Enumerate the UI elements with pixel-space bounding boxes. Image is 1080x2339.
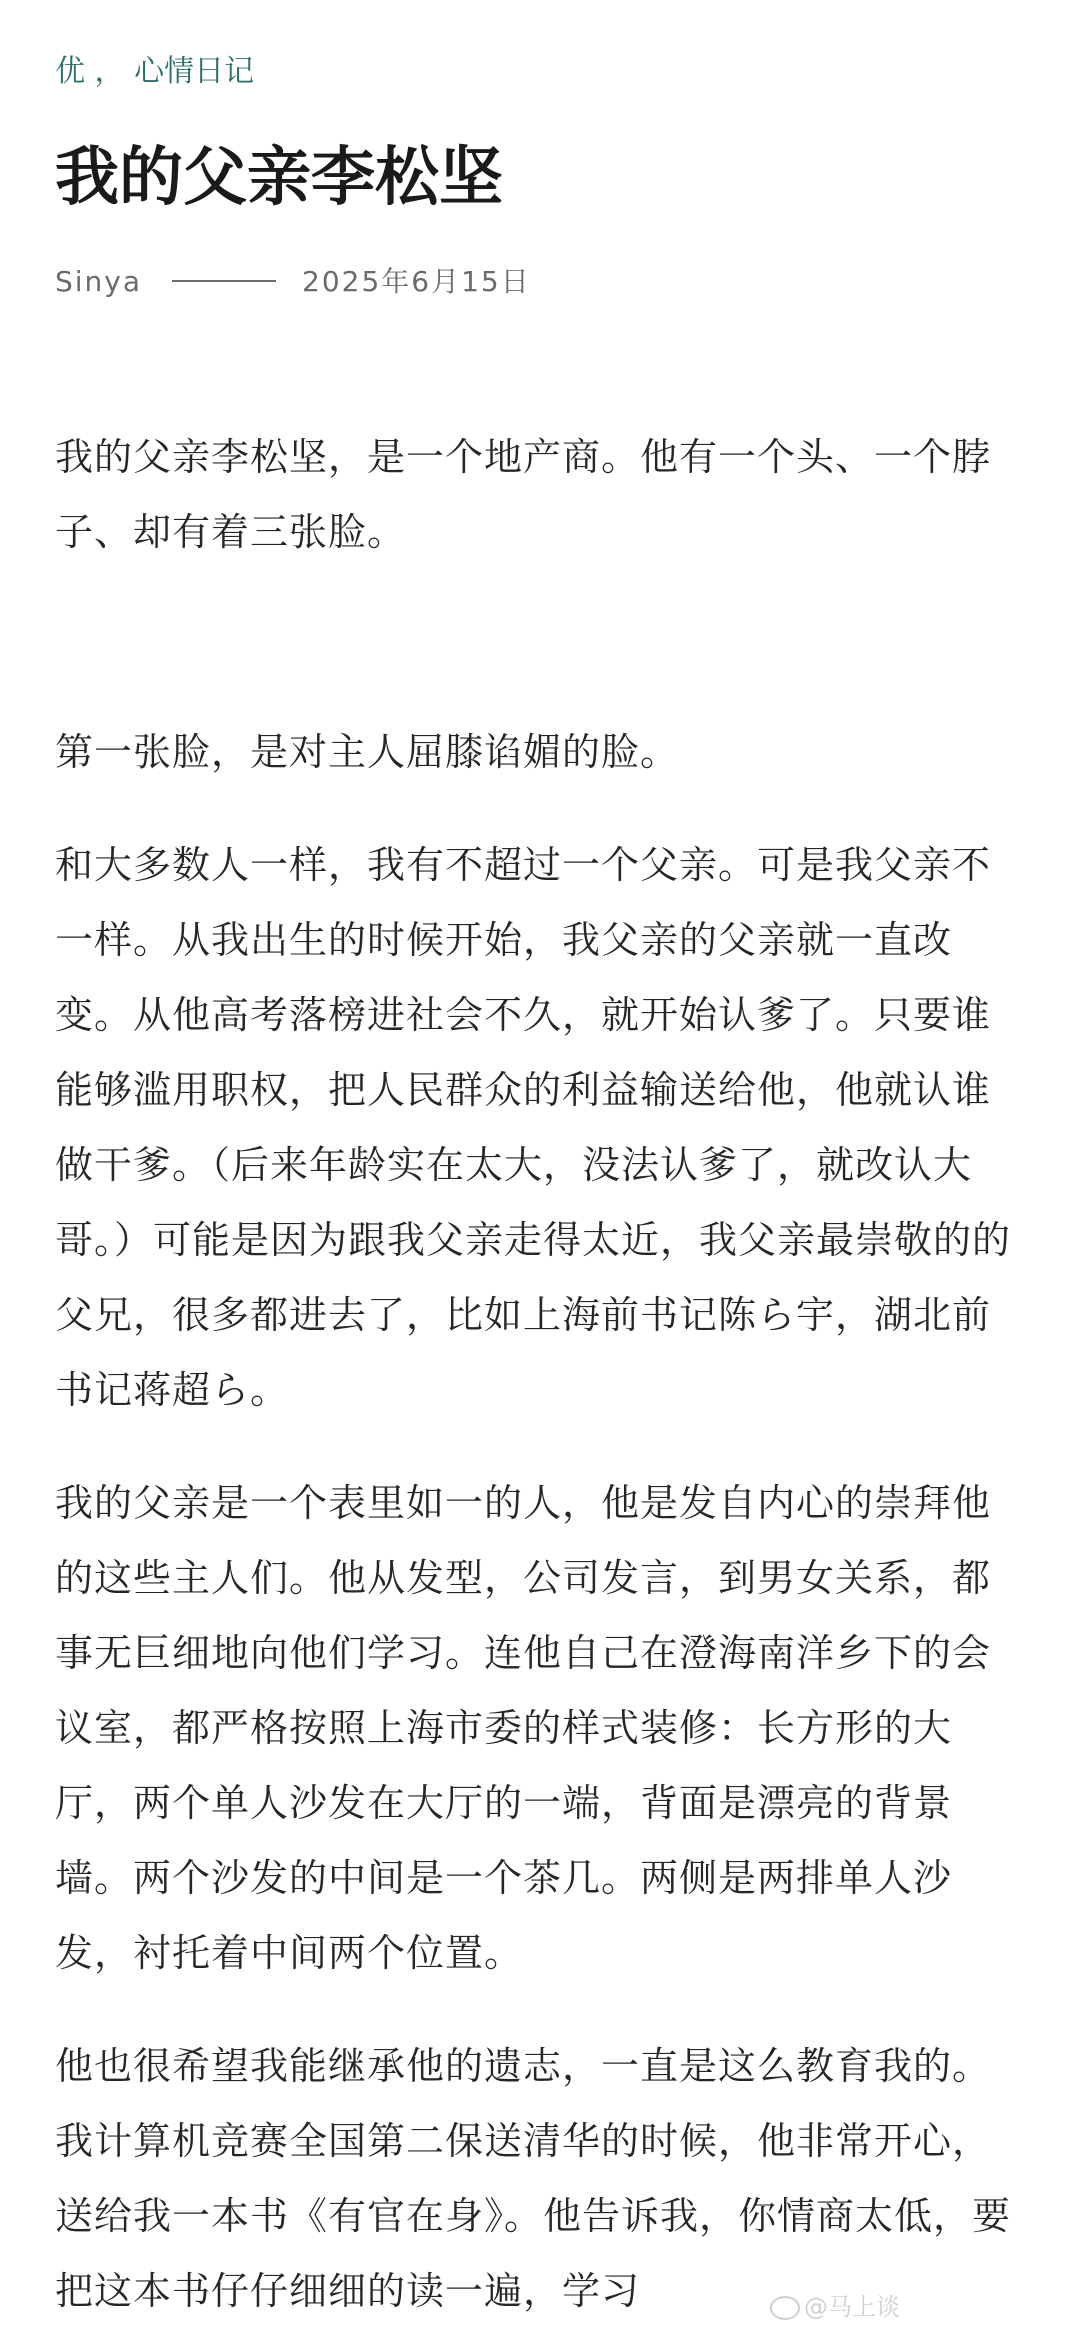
paragraph: 和大多数人一样，我有不超过一个父亲。可是我父亲不一样。从我出生的时候开始，我父亲的父亲就一直改变。从他高考落榜进社会不久，就开始认爹了。只要谁能够滥用职权，把人民群众的利益输送给他，他就认谁做干爹。（后来年龄实在太大，没法认爹了，就改认大哥。）可能是因为跟我父亲走得太近，我父亲最崇敬的的父兄，很多都进去了，比如上海前书记陈ら宇，湖北前书记蒋超ら。 xyxy=(55,843,1012,1412)
paragraph: 他也很希望我能继承他的遗志，一直是这么教育我的。我计算机竞赛全国第二保送清华的时候，他非常开心，送给我一本书《有官在身》。他告诉我，你情商太低，要把这本书仔仔细细的读一遍，学习 xyxy=(55,2044,1012,2313)
meta-divider xyxy=(172,280,276,282)
paragraph: 第一张脸，是对主人屈膝谄媚的脸。 xyxy=(55,730,680,774)
watermark xyxy=(770,2290,900,2324)
article-title: 我的父亲李松坚 xyxy=(55,141,503,215)
watermark-text: @马上谈 xyxy=(804,2293,900,2321)
article-meta xyxy=(55,262,531,302)
category-label[interactable]: 优 ， 心情日记 xyxy=(55,54,255,89)
paragraph: 我的父亲李松坚，是一个地产商。他有一个头、一个脖子、却有着三张脸。 xyxy=(55,435,992,554)
paragraph: 我的父亲是一个表里如一的人，他是发自内心的崇拜他的这些主人们。他从发型，公司发言，到男女关系，都事无巨细地向他们学习。连他自己在澄海南洋乡下的会议室，都严格按照上海市委的样式装修：长方形的大厅，两个单人沙发在大厅的一端，背面是漂亮的背景墙。两个沙发的中间是一个茶几。两侧是两排单人沙发，衬托着中间两个位置。 xyxy=(55,1481,992,1975)
weibo-icon xyxy=(770,2296,800,2320)
article-body xyxy=(55,420,1025,2339)
publish-date: 2025年6月15日 xyxy=(302,265,531,298)
author-name[interactable]: Sinya xyxy=(55,265,143,298)
